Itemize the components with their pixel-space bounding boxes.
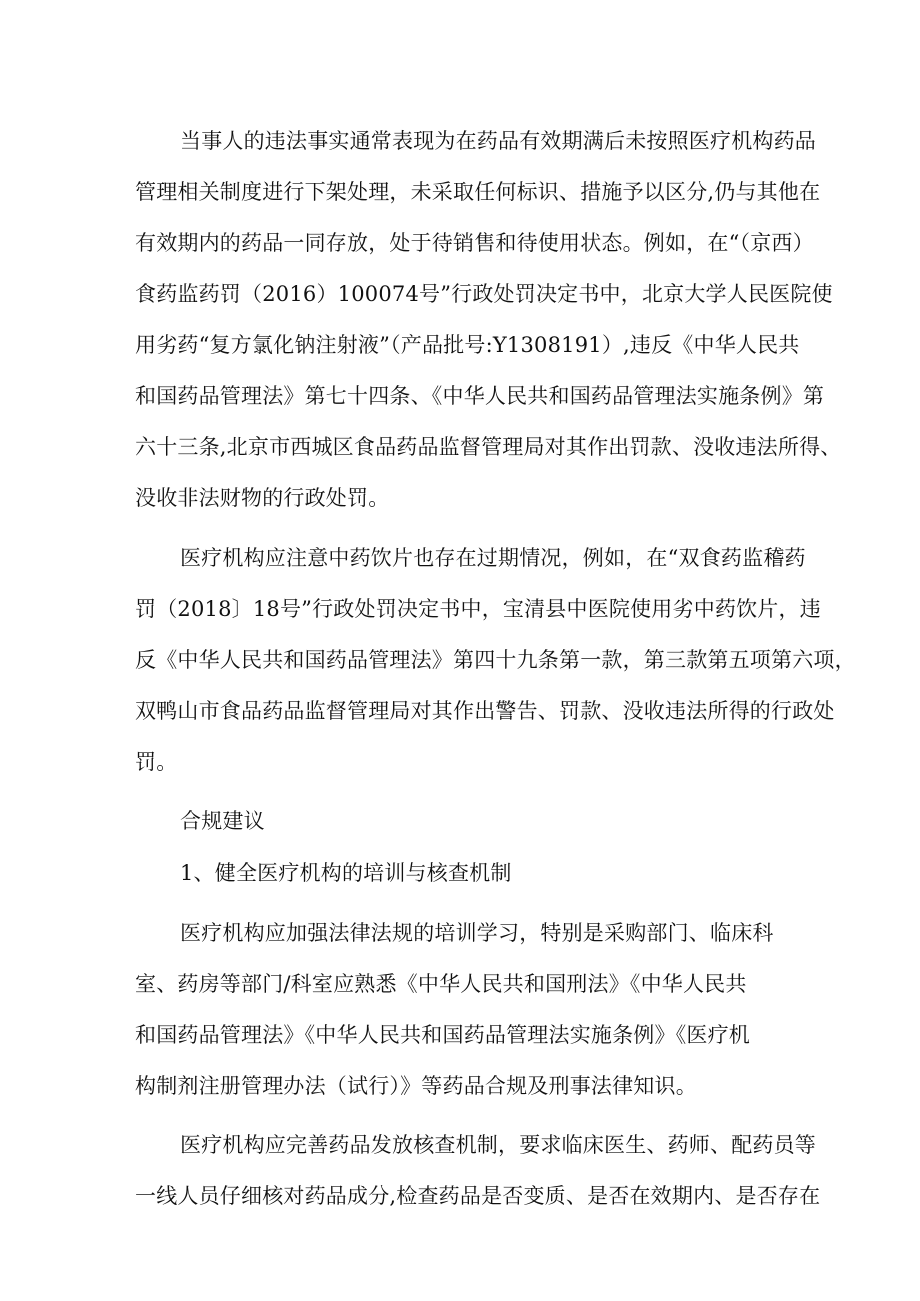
text-line: 当事人的违法事实通常表现为在药品有效期满后未按照医疗机构药品 (180, 129, 816, 153)
text-line: 一线人员仔细核对药品成分,检查药品是否变质、是否在效期内、是否存在 (135, 1184, 821, 1208)
text-line: 罚（2018〕18号”行政处罚决定书中，宝清县中医院使用劣中药饮片，违 (135, 597, 821, 621)
text-line: 反《中华人民共和国药品管理法》第四十九条第一款，第三款第五项第六项， (135, 648, 856, 672)
subsection-heading: 1、健全医疗机构的培训与核查机制 (180, 861, 512, 885)
text-line: 医疗机构应注意中药饮片也存在过期情况，例如，在“双食药监稽药 (180, 546, 806, 570)
text-line: 用劣药“复方氯化钠注射液”（产品批号:Y1308191）,违反《中华人民共 (135, 333, 800, 357)
text-line: 和国药品管理法》第七十四条、《中华人民共和国药品管理法实施条例》第 (135, 384, 825, 408)
text-line: 构制剂注册管理办法（试行）》等药品合规及刑事法律知识。 (135, 1074, 697, 1098)
text-line: 罚。 (135, 750, 178, 774)
text-line: 和国药品管理法》《中华人民共和国药品管理法实施条例》《医疗机 (135, 1023, 750, 1047)
text-line: 管理相关制度进行下架处理，未采取任何标识、措施予以区分,仍与其他在 (135, 180, 821, 204)
text-line: 医疗机构应加强法律法规的培训学习，特别是采购部门、临床科 (180, 921, 774, 945)
text-line: 医疗机构应完善药品发放核查机制，要求临床医生、药师、配药员等 (180, 1133, 816, 1157)
text-line: 食药监药罚（2016）100074号”行政处罚决定书中，北京大学人民医院使 (135, 282, 833, 306)
text-line: 有效期内的药品一同存放，处于待销售和待使用状态。例如，在“（京西） (135, 231, 814, 255)
text-line: 双鸭山市食品药品监督管理局对其作出警告、罚款、没收违法所得的行政处 (135, 699, 835, 723)
text-line: 六十三条,北京市西城区食品药品监督管理局对其作出罚款、没收违法所得、 (135, 435, 842, 459)
text-line: 室、药房等部门/科室应熟悉《中华人民共和国刑法》《中华人民共 (135, 972, 747, 996)
text-line: 没收非法财物的行政处罚。 (135, 486, 390, 510)
section-heading: 合规建议 (180, 809, 265, 833)
